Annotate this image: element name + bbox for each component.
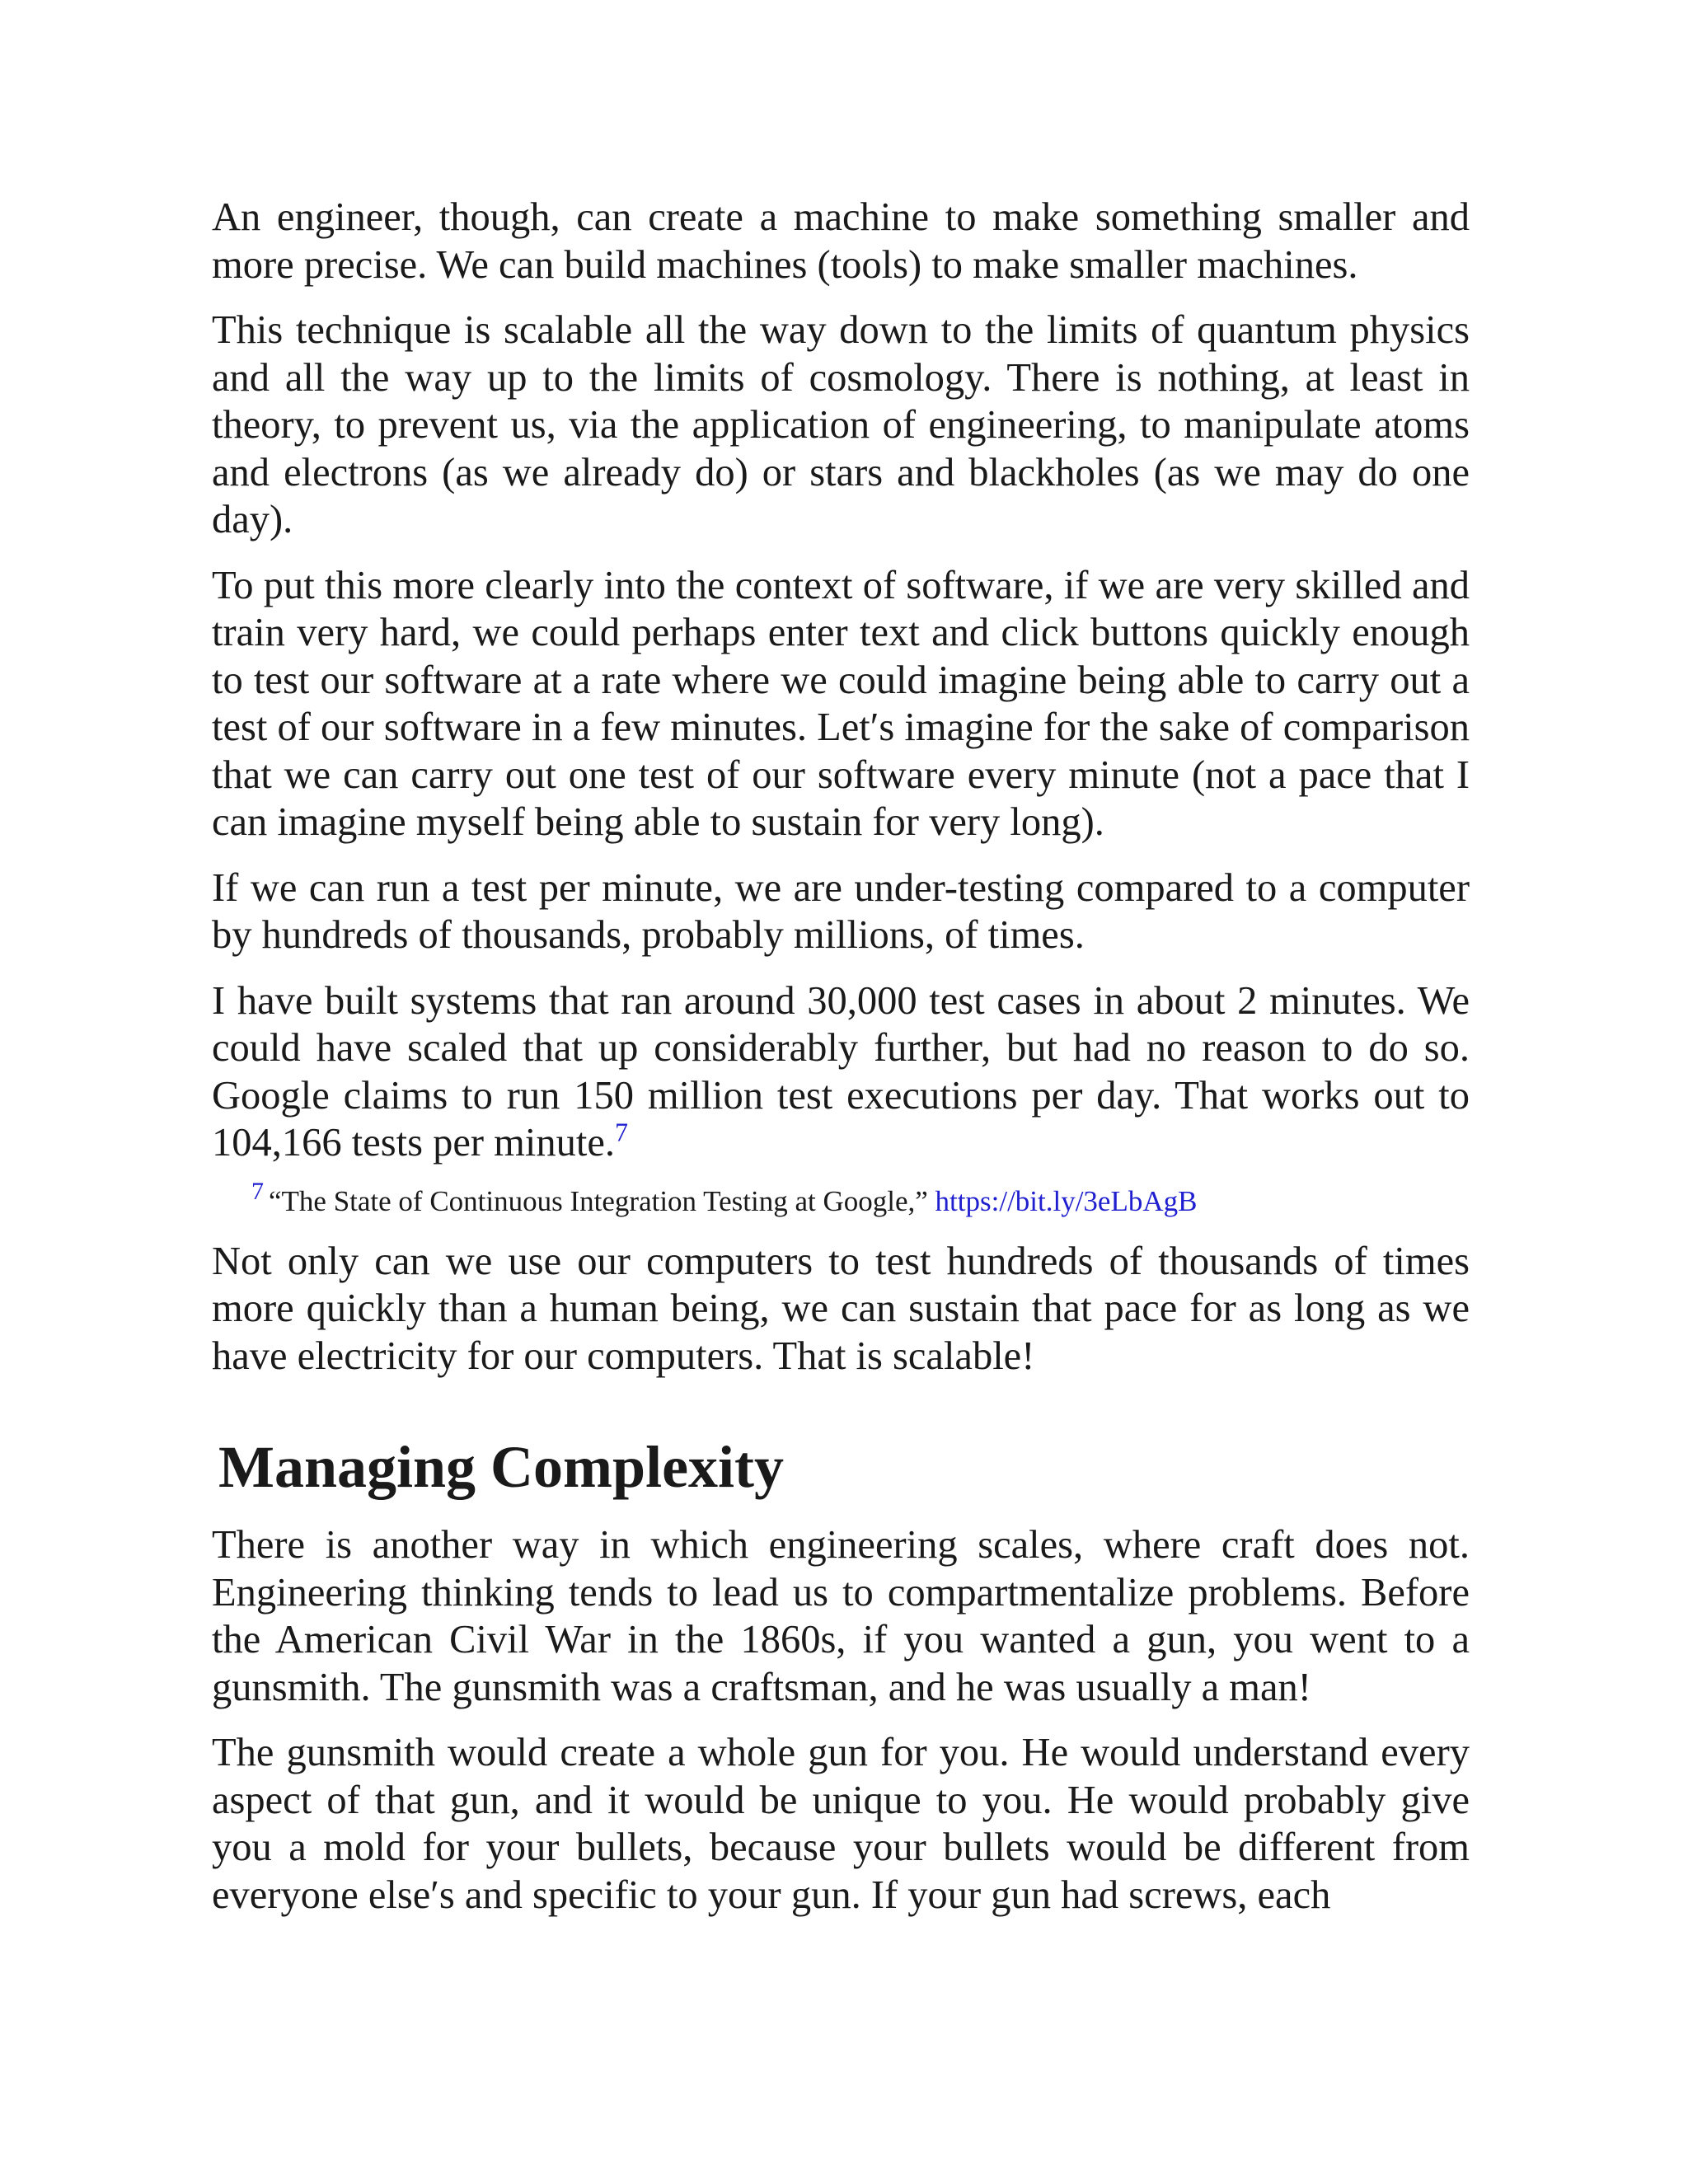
paragraph-4: If we can run a test per minute, we are under-testing compared to a computer by hundreds of thousands, probably millions, of times. <box>212 865 1470 957</box>
document-page <box>212 194 1470 1937</box>
paragraph-6: Not only can we use our computers to test hundreds of thousands of times more quickly than a human being, we can sustain that pace for as long as we have electricity for our computers. That is scalable! <box>212 1239 1470 1378</box>
section-paragraph-2: The gunsmith would create a whole gun for you. He would understand every aspect of that gun, and it would be unique to you. He would probably give you a mold for your bullets, because your bullets would be different from everyone else′s and specific to your gun. If your gun had screws, each <box>212 1731 1470 1917</box>
paragraph-2: This technique is scalable all the way down to the limits of quantum physics and all the way up to the limits of cosmology. There is nothing, at least in theory, to prevent us, via the application of engineering, to manipulate atoms and electrons (as we already do) or stars and blackholes (as we may do one day). <box>212 308 1470 541</box>
footnote-text: “The State of Continuous Integration Testing at Google,” <box>269 1184 935 1217</box>
paragraph-5-text: I have built systems that ran around 30,000 test cases in about 2 minutes. We could have scaled that up considerably further, but had no reason to do so. Google claims to run 150 million test executions per day. That works out to 104,166 tests per minute. <box>212 978 1470 1165</box>
footnote-reference[interactable]: 7 <box>614 1117 628 1147</box>
paragraph-1: An engineer, though, can create a machine to make something smaller and more precise. We can build machines (tools) to make smaller machines. <box>212 195 1470 287</box>
section-heading: Managing Complexity <box>218 1434 785 1500</box>
footnote-number: 7 <box>251 1178 264 1205</box>
paragraph-5 <box>212 977 1470 1167</box>
paragraph-3: To put this more clearly into the context of software, if we are very skilled and train very hard, we could perhaps enter text and click buttons quickly enough to test our software at a rate where we could imagine being able to carry out a test of our software in a few minutes. Let′s imagine for the sake of comparison that we can carry out one test of our software every minute (not a pace that I can imagine myself being able to sustain for very long). <box>212 563 1470 844</box>
section-paragraph-1: There is another way in which engineering scales, where craft does not. Engineering thinking tends to lead us to compartmentalize problems. Before the American Civil War in the 1860s, if you wanted a gun, you went to a gunsmith. The gunsmith was a craftsman, and he was usually a man! <box>212 1523 1470 1709</box>
footnote-link[interactable]: https://bit.ly/3eLbAgB <box>935 1184 1198 1217</box>
footnote <box>251 1178 1470 1218</box>
